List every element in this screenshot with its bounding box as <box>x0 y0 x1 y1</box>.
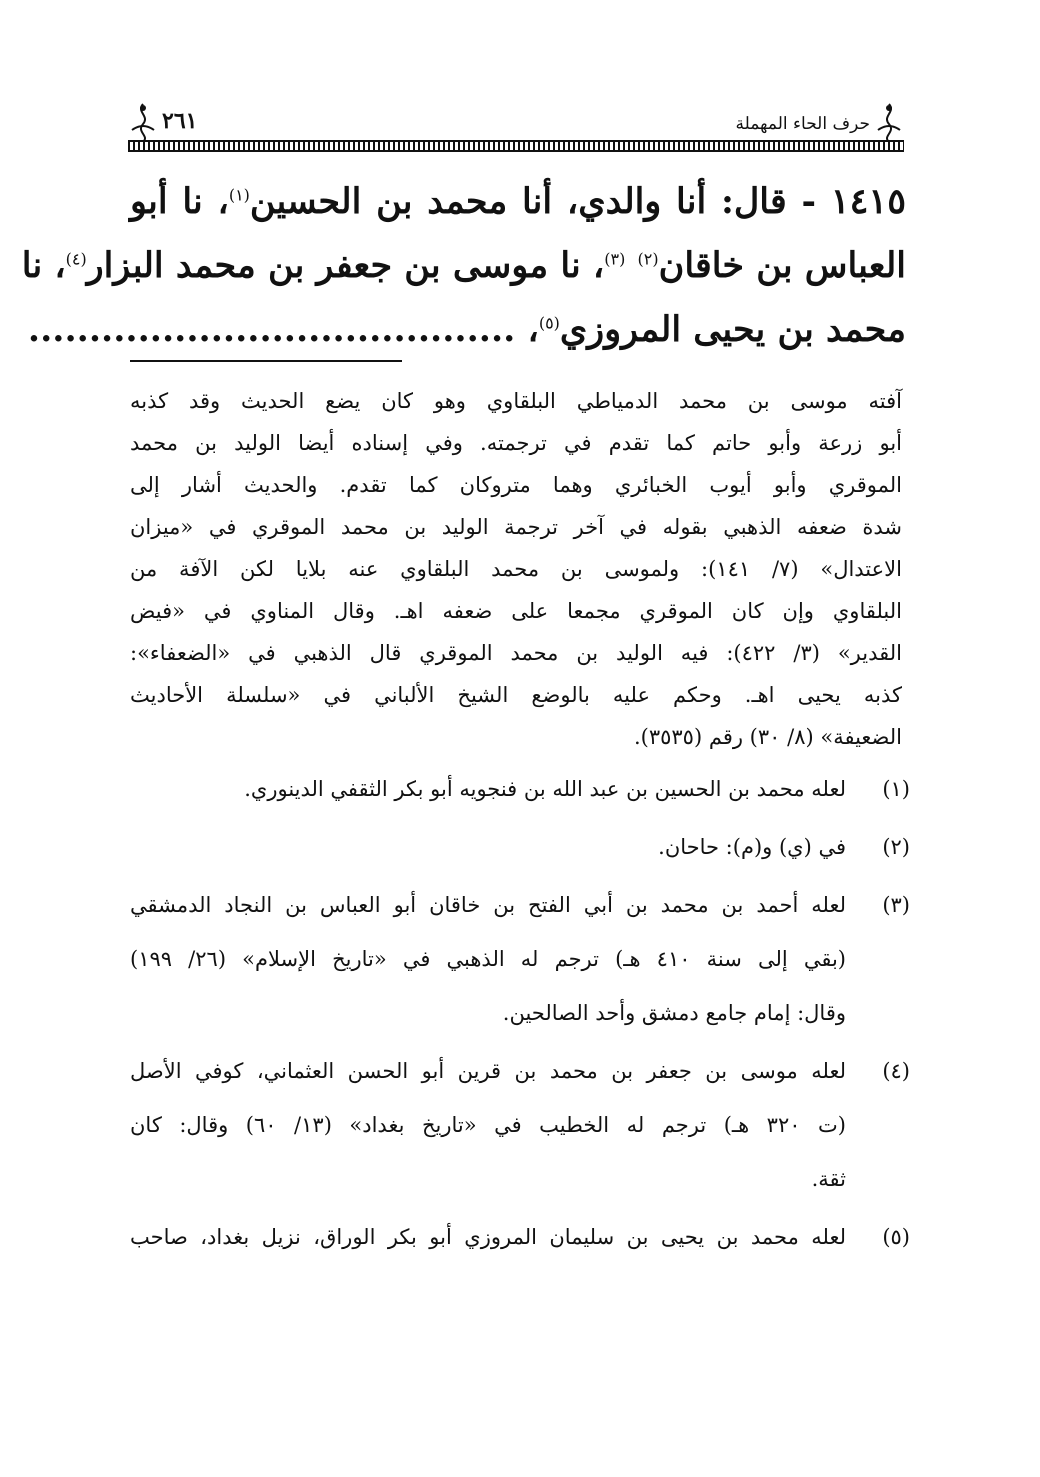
chapter-title: حرف الحاء المهملة <box>735 114 870 134</box>
footnote-number: (٢) <box>882 835 910 859</box>
footnote-line: وقال: إمام جامع دمشق وأحد الصالحين. <box>502 1001 846 1025</box>
footnote-line: لعله محمد بن يحيى بن سليمان المروزي أبو بكر الوراق، نزيل بغداد، صاحب <box>130 1225 846 1249</box>
hadith-text <box>21 170 906 362</box>
main-line: العباس بن خاقان$^{(٢)}$ $^{(٣)}$، نا موسى بن جعفر بن محمد البزار$^{(٤)}$، نا <box>21 245 906 286</box>
footnote-line: الضعيفة» (٨/ ٣٠) رقم (٣٥٣٥). <box>633 725 902 749</box>
footnote-ref[interactable]: (١) <box>228 185 250 205</box>
footnote-line: الموقري وأبو أيوب الخبائري وهما متروكان كما تقدم. والحديث أشار إلى <box>130 473 902 497</box>
footnote-line: لعله موسى بن جعفر بن محمد بن قرين أبو الحسن العثماني، كوفي الأصل <box>130 1059 846 1083</box>
footnote-line: لعله أحمد بن محمد بن أبي الفتح بن خاقان أبو العباس بن النجاد الدمشقي <box>130 893 846 917</box>
footnote-ref[interactable]: (٥) <box>538 313 560 333</box>
running-header <box>128 100 904 152</box>
footnote-item <box>130 1044 910 1206</box>
footnote-ref[interactable]: (٢) <box>637 249 659 269</box>
footnote-ref[interactable]: (٤) <box>65 249 87 269</box>
footnote-item <box>130 820 910 874</box>
ornament-right-icon <box>874 102 904 142</box>
footnote-line: القدير» (٣/ ٤٢٢): فيه الوليد بن محمد الموقري قال الذهبي في «الضعفاء»: <box>130 641 902 665</box>
footnote-line: البلقاوي وإن كان الموقري مجمعا على ضعفه اهـ. وقال المناوي في «فيض <box>130 599 902 623</box>
footnote-line: كذبه يحيى اهـ. وحكم عليه بالوضع الشيخ الألباني في «سلسلة الأحاديث <box>130 683 902 707</box>
footnote-number: (١) <box>882 777 910 801</box>
footnote-line: أبو زرعة وأبو حاتم كما تقدم في ترجمته. وفي إسناده أيضا الوليد بن محمد <box>130 431 902 455</box>
footnote-line: الاعتدال» (٧/ ١٤١): ولموسى بن محمد البلقاوي عنه بلايا لكن الآفة من <box>130 557 902 581</box>
footnote-item <box>130 762 910 816</box>
main-line: محمد بن يحيى المروزي$^{(٥)}$، ........................................ <box>27 309 906 350</box>
footnote-line: في (ي) و(م): حاحان. <box>658 835 846 859</box>
main-line: ١٤١٥ - قال: أنا والدي، أنا محمد بن الحسين$^{(١)}$، نا أبو <box>130 181 906 222</box>
footnote-line: ثقة. <box>811 1167 846 1191</box>
footnote-line: (بقي إلى سنة ٤١٠ هـ) ترجم له الذهبي في «تاريخ الإسلام» (٢٦/ ١٩٩) <box>130 947 846 971</box>
footnote-number: (٤) <box>882 1059 910 1083</box>
footnote-line: (ت ٣٢٠ هـ) ترجم له الخطيب في «تاريخ بغداد» (١٣/ ٦٠) وقال: كان <box>130 1113 846 1137</box>
footnote-number: (٣) <box>882 893 910 917</box>
footnote-separator <box>130 360 402 362</box>
footnote-line: شدة ضعفه الذهبي بقوله في آخر ترجمة الوليد بن محمد الموقري في «ميزان <box>130 515 902 539</box>
footnote-line: لعله محمد بن الحسين بن عبد الله بن فنجويه أبو بكر الثقفي الدينوري. <box>244 777 846 801</box>
page-number: ٢٦١ <box>162 108 198 134</box>
footnote-item <box>130 878 910 1040</box>
footnotes <box>130 380 910 1264</box>
ornament-left-icon <box>128 102 158 142</box>
footnote-continuation <box>130 380 902 758</box>
footnote-line: آفته موسى بن محمد الدمياطي البلقاوي وهو كان يضع الحديث وقد كذبه <box>130 389 902 413</box>
footnote-ref[interactable]: (٣) <box>604 249 626 269</box>
footnote-item <box>130 1210 910 1264</box>
footnote-number: (٥) <box>882 1225 910 1249</box>
header-divider <box>128 140 904 152</box>
